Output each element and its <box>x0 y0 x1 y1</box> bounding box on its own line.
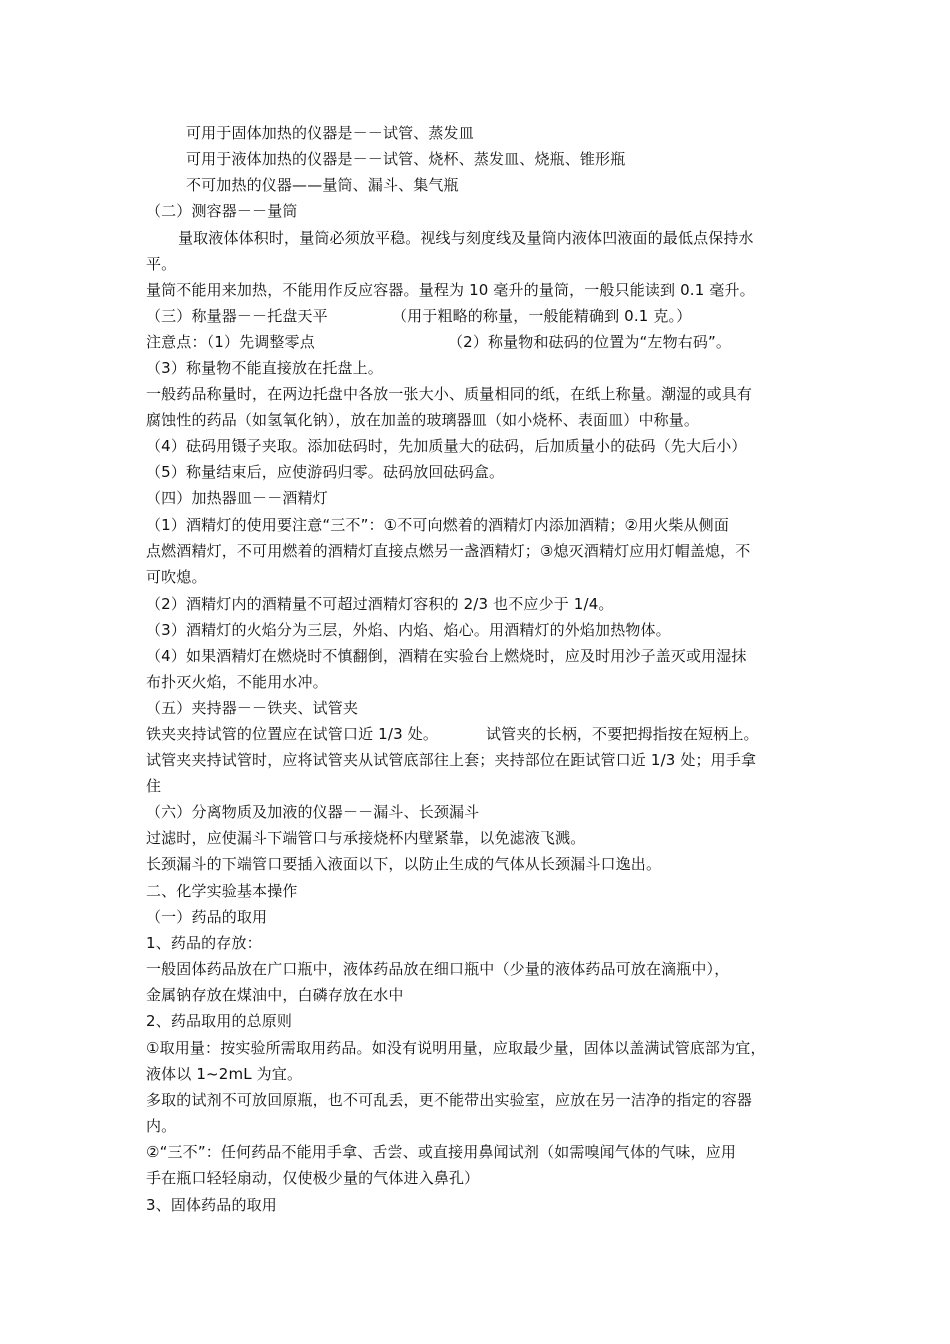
text-line: 液体以 1~2mL 为宜。 <box>146 1065 303 1083</box>
text-line: 手在瓶口轻轻扇动，仅使极少量的气体进入鼻孔） <box>146 1169 480 1187</box>
text-line: 一般固体药品放在广口瓶中，液体药品放在细口瓶中（少量的液体药品可放在滴瓶中）， <box>146 960 730 978</box>
text-line: 布扑灭火焰，不能用水冲。 <box>146 673 328 691</box>
text-line: 铁夹夹持试管的位置应在试管口近 1/3 处。 <box>146 725 438 743</box>
text-line: 2、药品取用的总原则 <box>146 1012 293 1030</box>
text-line: （3）称量物不能直接放在托盘上。 <box>146 359 383 377</box>
text-line: 可用于固体加热的仪器是－－试管、蒸发皿 <box>186 124 474 142</box>
text-line: 过滤时，应使漏斗下端管口与承接烧杯内壁紧靠，以免滤液飞溅。 <box>146 829 586 847</box>
text-line: 量筒不能用来加热，不能用作反应容器。量程为 10 毫升的量筒，一般只能读到 0.1 毫升。 <box>146 281 755 299</box>
section-heading: （六）分离物质及加液的仪器－－漏斗、长颈漏斗 <box>146 803 480 821</box>
text-line: 长颈漏斗的下端管口要插入液面以下，以防止生成的气体从长颈漏斗口逸出。 <box>146 855 662 873</box>
section-heading: （三）称量器－－托盘天平 <box>146 307 328 325</box>
text-line: 1、药品的存放： <box>146 934 262 952</box>
section-heading: （一）药品的取用 <box>146 908 268 926</box>
text-line: 试管夹的长柄，不要把拇指按在短柄上。 <box>486 725 759 743</box>
text-line: （4）如果酒精灯在燃烧时不慎翻倒，酒精在实验台上燃烧时，应及时用沙子盖灭或用湿抹 <box>146 647 747 665</box>
text-line: 量取液体体积时，量筒必须放平稳。视线与刻度线及量筒内液体凹液面的最低点保持水 <box>178 229 754 247</box>
text-line: （5）称量结束后，应使游码归零。砝码放回砝码盒。 <box>146 463 505 481</box>
text-line: 试管夹夹持试管时，应将试管夹从试管底部往上套；夹持部位在距试管口近 1/3 处；用手拿 <box>146 751 757 769</box>
text-line: 3、固体药品的取用 <box>146 1196 277 1214</box>
text-line: （1）酒精灯的使用要注意“三不”：①不可向燃着的酒精灯内添加酒精；②用火柴从侧面 <box>146 516 729 534</box>
text-line: 可吹熄。 <box>146 568 207 586</box>
text-line: 住 <box>146 777 162 795</box>
text-line: （2）称量物和砝码的位置为“左物右码”。 <box>448 333 732 351</box>
text-line: （4）砝码用镊子夹取。添加砝码时，先加质量大的砝码，后加质量小的砝码（先大后小） <box>146 437 747 455</box>
text-line: 腐蚀性的药品（如氢氧化钠），放在加盖的玻璃器皿（如小烧杯、表面皿）中称量。 <box>146 411 700 429</box>
section-heading: 二、化学实验基本操作 <box>146 882 298 900</box>
text-line: 点燃酒精灯，不可用燃着的酒精灯直接点燃另一盏酒精灯；③熄灭酒精灯应用灯帽盖熄，不 <box>146 542 751 560</box>
text-line: ②“三不”：任何药品不能用手拿、舌尝、或直接用鼻闻试剂（如需嗅闻气体的气味，应用 <box>146 1143 736 1161</box>
text-line: 金属钠存放在煤油中，白磷存放在水中 <box>146 986 404 1004</box>
text-line: 内。 <box>146 1117 177 1135</box>
text-line: ①取用量：按实验所需取用药品。如没有说明用量，应取最少量，固体以盖满试管底部为宜， <box>146 1039 766 1057</box>
text-line: （3）酒精灯的火焰分为三层，外焰、内焰、焰心。用酒精灯的外焰加热物体。 <box>146 621 671 639</box>
text-line: 注意点：（1）先调整零点 <box>146 333 315 351</box>
text-line: （2）酒精灯内的酒精量不可超过酒精灯容积的 2/3 也不应少于 1/4。 <box>146 595 614 613</box>
section-heading: （四）加热器皿－－酒精灯 <box>146 489 328 507</box>
text-line: 不可加热的仪器——量筒、漏斗、集气瓶 <box>186 176 459 194</box>
section-heading: （五）夹持器－－铁夹、试管夹 <box>146 699 359 717</box>
section-heading: （二）测容器－－量筒 <box>146 202 298 220</box>
text-line: 可用于液体加热的仪器是－－试管、烧杯、蒸发皿、烧瓶、锥形瓶 <box>186 150 626 168</box>
text-line: 平。 <box>146 255 177 273</box>
text-line: 多取的试剂不可放回原瓶，也不可乱丢，更不能带出实验室，应放在另一洁净的指定的容器 <box>146 1091 753 1109</box>
text-line: （用于粗略的称量，一般能精确到 0.1 克。） <box>392 307 692 325</box>
text-line: 一般药品称量时，在两边托盘中各放一张大小、质量相同的纸，在纸上称量。潮湿的或具有 <box>146 385 753 403</box>
